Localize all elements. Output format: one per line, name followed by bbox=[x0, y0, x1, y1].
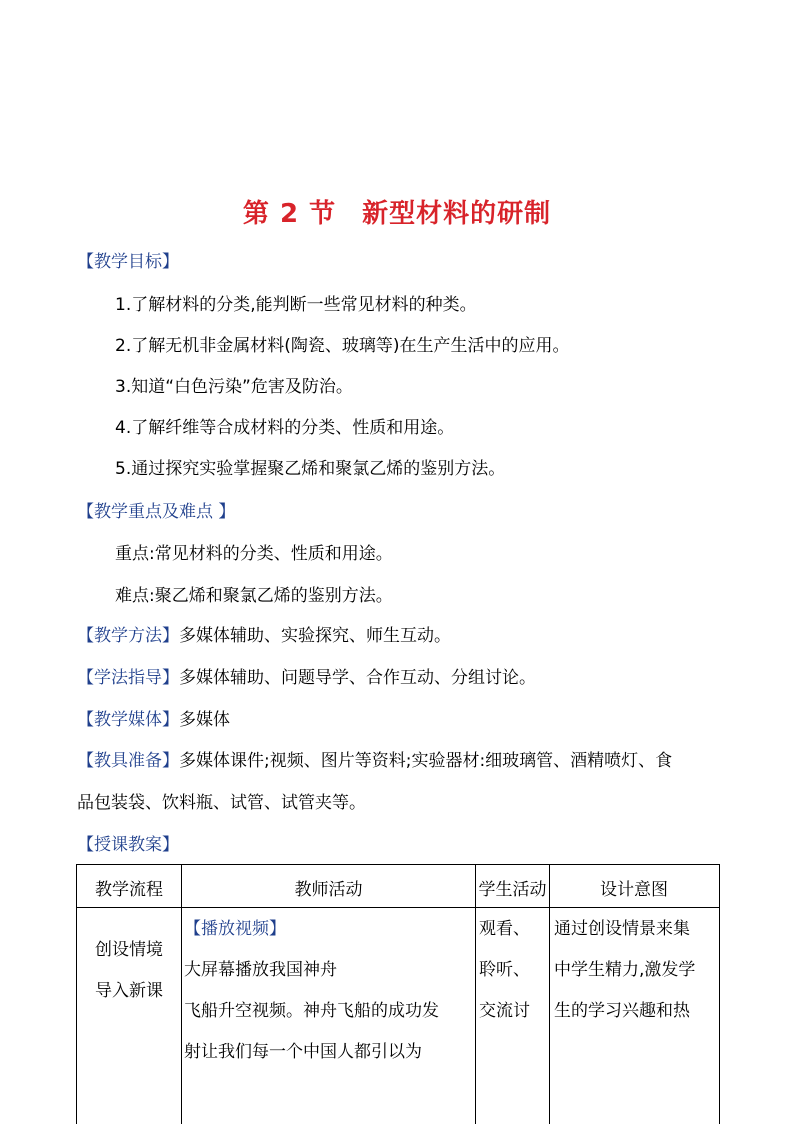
study-guide-label: 【学法指导】 bbox=[77, 668, 179, 688]
method-label: 【教学方法】 bbox=[77, 626, 179, 646]
media-text: 多媒体 bbox=[179, 710, 230, 730]
objective-item: 1.了解材料的分类,能判断一些常见材料的种类。 bbox=[115, 295, 477, 315]
student-line: 交流讨 bbox=[479, 1001, 530, 1021]
header-student: 学生活动 bbox=[478, 880, 547, 900]
teacher-line: 飞船升空视频。神舟飞船的成功发 bbox=[184, 1001, 439, 1021]
objective-item: 2.了解无机非金属材料(陶瓷、玻璃等)在生产生活中的应用。 bbox=[115, 336, 570, 356]
flow-line: 创设情境 bbox=[95, 940, 163, 960]
study-guide-line bbox=[77, 666, 536, 690]
study-guide-text: 多媒体辅助、问题导学、合作互动、分组讨论。 bbox=[179, 668, 536, 688]
student-line: 聆听、 bbox=[479, 960, 530, 980]
tools-line bbox=[77, 749, 672, 773]
section-title: 新型材料的研制 bbox=[362, 199, 552, 229]
tools-text: 多媒体课件;视频、图片等资料;实验器材:细玻璃管、酒精喷灯、食 bbox=[179, 751, 673, 771]
section-number: 第 2 节 bbox=[242, 199, 337, 229]
design-intent-cell bbox=[554, 909, 718, 1032]
flow-cell bbox=[77, 930, 181, 1012]
objective-item: 3.知道“白色污染”危害及防治。 bbox=[115, 377, 353, 397]
media-line bbox=[77, 708, 230, 732]
key-point-difficulty: 难点:聚乙烯和聚氯乙烯的鉴别方法。 bbox=[115, 586, 393, 606]
student-line: 观看、 bbox=[479, 919, 530, 939]
method-text: 多媒体辅助、实验探究、师生互动。 bbox=[179, 626, 451, 646]
teacher-line: 射让我们每一个中国人都引以为 bbox=[184, 1042, 422, 1062]
flow-line: 导入新课 bbox=[95, 981, 163, 1001]
header-teacher: 教师活动 bbox=[294, 880, 363, 900]
intent-line: 通过创设情景来集 bbox=[554, 919, 690, 939]
objective-item: 4.了解纤维等合成材料的分类、性质和用途。 bbox=[115, 418, 455, 438]
tools-line-continued: 品包装袋、饮料瓶、试管、试管夹等。 bbox=[77, 793, 366, 813]
intent-line: 生的学习兴趣和热 bbox=[554, 1001, 690, 1021]
intent-line: 中学生精力,激发学 bbox=[554, 960, 696, 980]
media-label: 【教学媒体】 bbox=[77, 710, 179, 730]
page-title bbox=[0, 193, 794, 230]
key-point-focus: 重点:常见材料的分类、性质和用途。 bbox=[115, 544, 393, 564]
student-activity-cell bbox=[479, 909, 549, 1032]
header-intent: 设计意图 bbox=[600, 880, 668, 900]
video-tag: 【播放视频】 bbox=[184, 919, 286, 939]
teacher-activity-cell bbox=[184, 909, 474, 1073]
tools-label: 【教具准备】 bbox=[77, 751, 179, 771]
key-points-heading: 【教学重点及难点 】 bbox=[77, 502, 236, 522]
lesson-plan-heading: 【授课教案】 bbox=[77, 835, 179, 855]
table-divider bbox=[181, 865, 182, 1124]
teacher-line: 【播放视频】 大屏幕播放我国神舟 bbox=[184, 909, 474, 991]
lesson-plan-table bbox=[76, 864, 720, 1124]
objective-item: 5.通过探究实验掌握聚乙烯和聚氯乙烯的鉴别方法。 bbox=[115, 459, 506, 479]
objectives-heading: 【教学目标】 bbox=[77, 252, 179, 272]
table-divider bbox=[549, 865, 550, 1124]
header-flow: 教学流程 bbox=[95, 880, 163, 900]
table-divider bbox=[475, 865, 476, 1124]
table-divider bbox=[77, 907, 719, 908]
method-line bbox=[77, 624, 451, 648]
